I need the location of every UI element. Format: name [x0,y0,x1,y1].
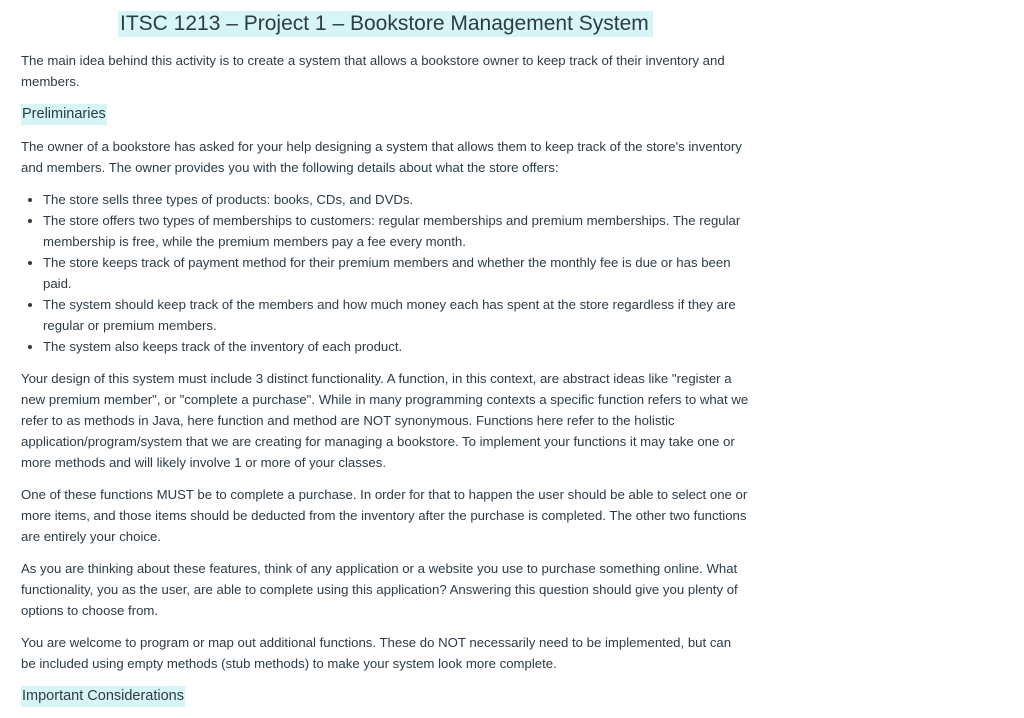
functionality-paragraph: Your design of this system must include 3 distinct functionality. A function, in this context, are abstract ideas like "register a new premium member", or "complete a purchase". While in many programming contexts a specific function refers to what we refer to as methods in Java, here function and method are NOT synonymous. Functions here refer to the holistic application/program/system that we are creating for managing a bookstore. To implement your functions it may take one or more methods and will likely involve 1 or more of your classes. [21,371,749,470]
intro-paragraph: The main idea behind this activity is to create a system that allows a bookstore owner to keep track of their inventory and members. [21,53,725,89]
page-title: ITSC 1213 – Project 1 – Bookstore Management System [118,11,653,37]
list-item: • The store offers two types of memberships to customers: regular memberships and premium memberships. The regular membership is free, while the premium members pay a fee every month. [43,210,749,252]
preliminaries-paragraph: The owner of a bookstore has asked for your help designing a system that allows them to keep track of the store's inventory and members. The owner provides you with the following details about what the store offers: [21,139,742,175]
important-heading-wrap [21,685,749,707]
preliminaries-heading: Preliminaries [21,104,107,125]
list-item: • The system also keeps track of the inventory of each product. [43,336,749,357]
preliminaries-heading-wrap [21,103,749,125]
list-item: • The system should keep track of the members and how much money each has spent at the store regardless if they are regular or premium members. [43,294,749,336]
document-body [21,50,749,718]
additional-functions-paragraph: You are welcome to program or map out additional functions. These do NOT necessarily need to be implemented, but can be included using empty methods (stub methods) to make your system look more complete. [21,635,732,671]
purchase-paragraph: One of these functions MUST be to complete a purchase. In order for that to happen the user should be able to select one or more items, and those items should be deducted from the inventory after the purchase is completed. The other two functions are entirely your choice. [21,487,748,544]
list-item: • The store sells three types of products: books, CDs, and DVDs. [43,189,749,210]
store-details-list [21,189,749,357]
list-item: • The store keeps track of payment method for their premium members and whether the monthly fee is due or has been paid. [43,252,749,294]
features-paragraph: As you are thinking about these features, think of any application or a website you use to purchase something online. What functionality, you as the user, are able to complete using this application? Answering this question should give you plenty of options to choose from. [21,561,738,618]
important-considerations-heading: Important Considerations [21,686,185,707]
